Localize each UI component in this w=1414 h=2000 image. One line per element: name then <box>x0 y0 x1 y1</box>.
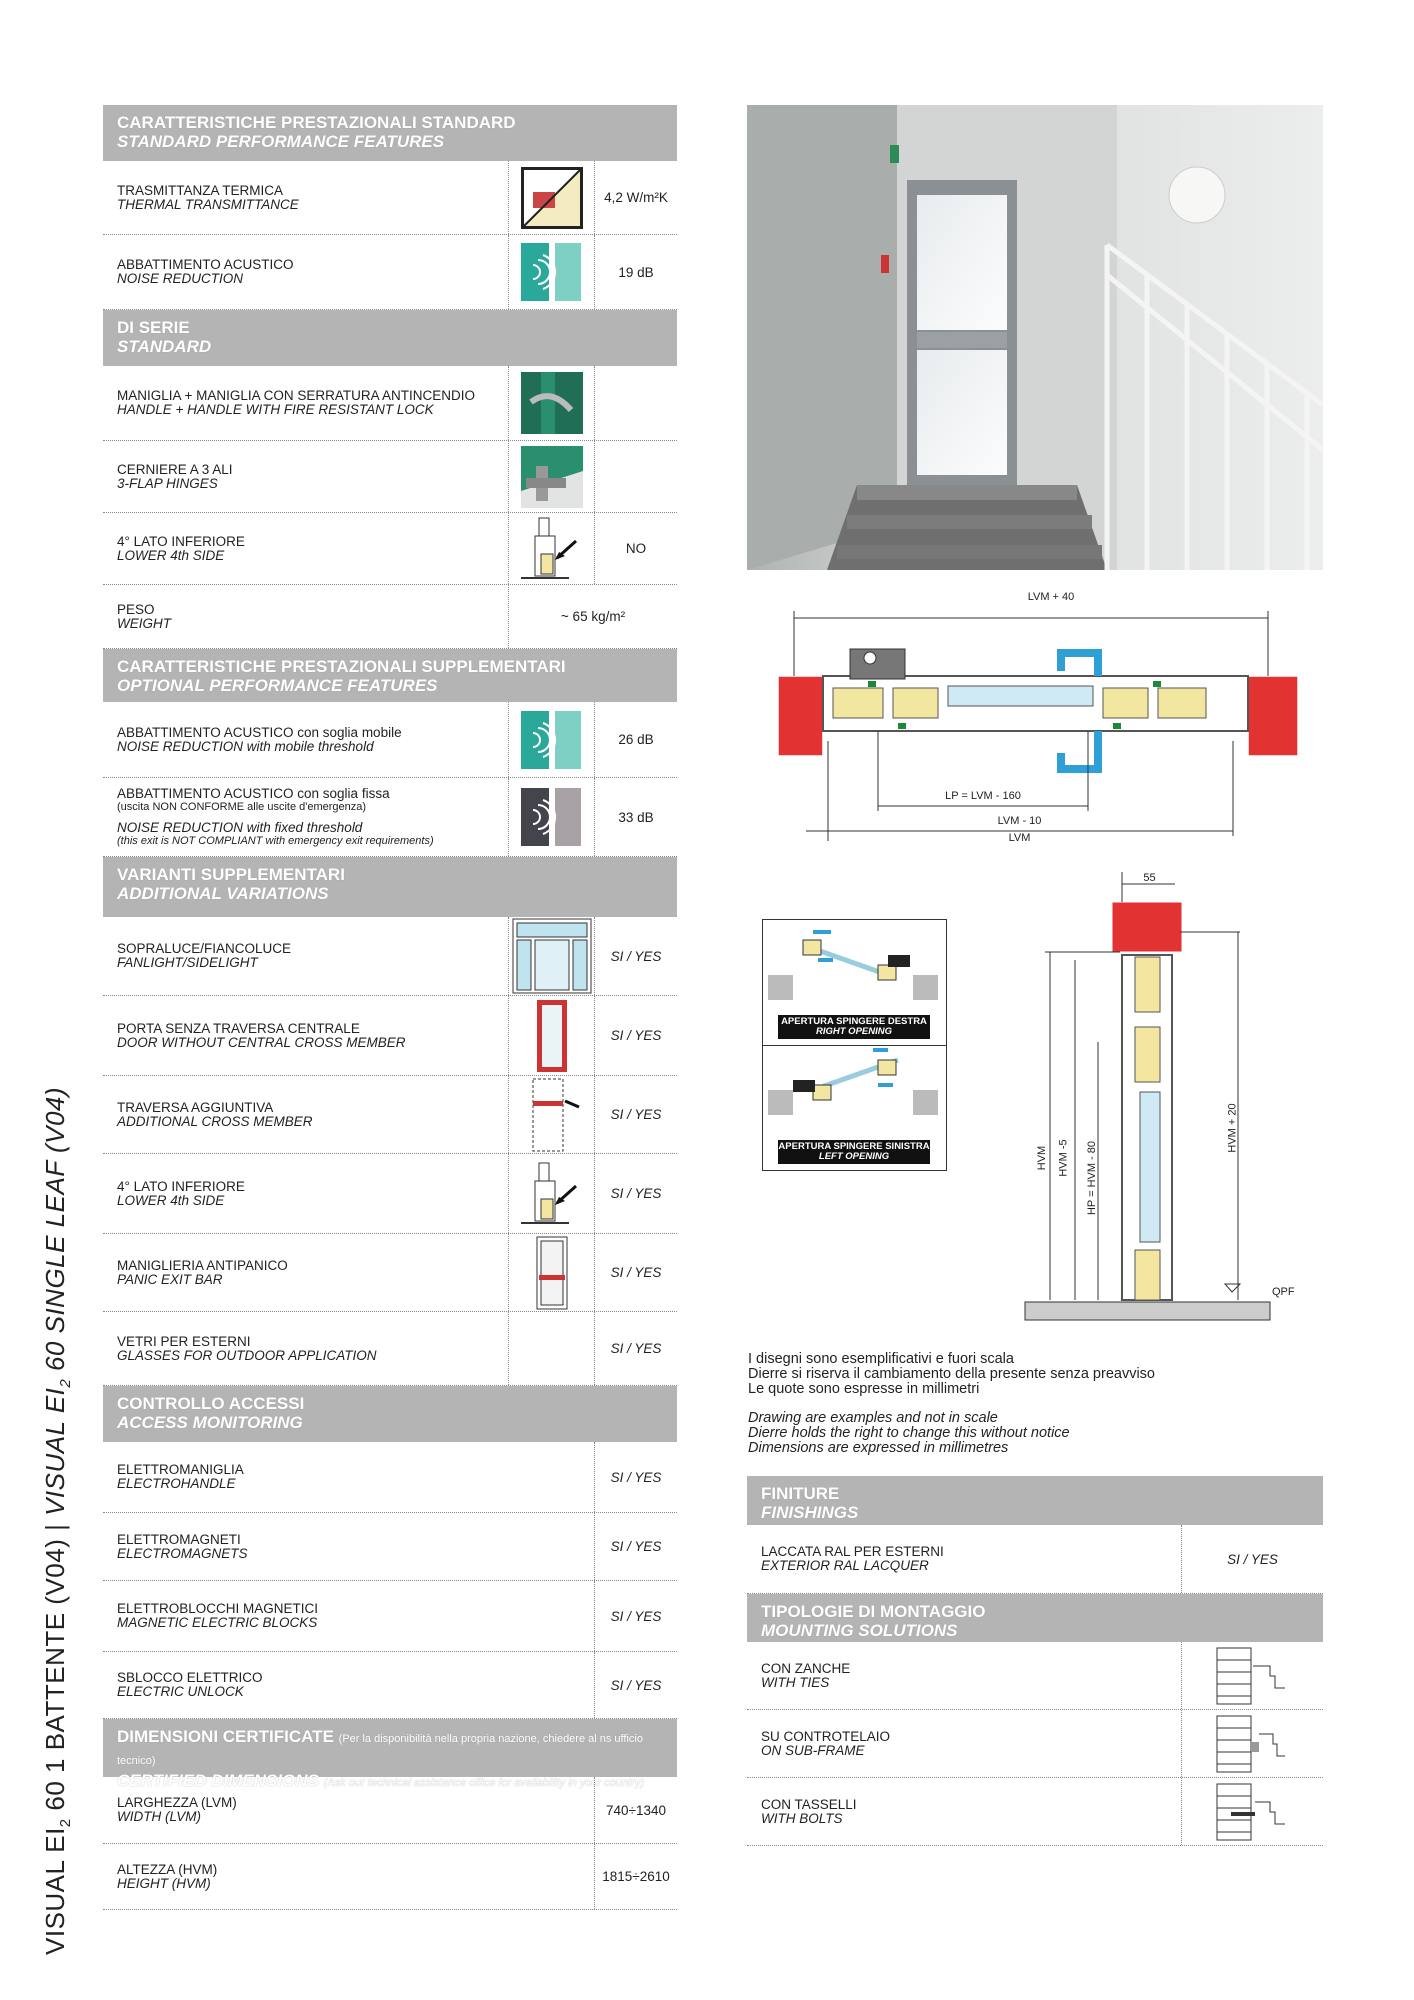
thermal-icon <box>508 161 594 234</box>
spec-row <box>103 1312 677 1386</box>
section-header <box>103 649 677 702</box>
section-title-en: FINISHINGS <box>761 1503 859 1522</box>
row-label: MANIGLIA + MANIGLIA CON SERRATURA ANTINCENDIO HANDLE + HANDLE WITH FIRE RESISTANT LOCK <box>117 388 475 417</box>
section-header <box>103 1719 677 1790</box>
spec-row <box>747 1710 1323 1778</box>
lower-side-icon <box>508 513 594 584</box>
row-label: MANIGLIERIA ANTIPANICO PANIC EXIT BAR <box>117 1257 288 1287</box>
row-label: ELETTROBLOCCHI MAGNETICI MAGNETIC ELECTRIC BLOCKS <box>117 1601 319 1630</box>
section-title-en: ADDITIONAL VARIATIONS <box>117 884 329 903</box>
noise-reduction-gray-icon <box>508 778 594 856</box>
section-title-en: MOUNTING SOLUTIONS <box>761 1621 958 1640</box>
spec-row <box>103 1442 677 1513</box>
spec-row <box>103 778 677 857</box>
row-value: SI / YES <box>594 1312 677 1385</box>
dim-lvm-plus-40: LVM + 40 <box>1027 591 1075 603</box>
finishing-mounting-table <box>747 1476 1323 1846</box>
dim-lvm: LVM <box>1008 832 1031 844</box>
section-title-it: CARATTERISTICHE PRESTAZIONALI SUPPLEMENTARI <box>117 657 566 676</box>
row-value: 26 dB <box>594 702 677 777</box>
spec-row <box>103 1777 677 1844</box>
row-label: ELETTROMANIGLIA ELECTROHANDLE <box>117 1462 244 1491</box>
row-label: TRASMITTANZA TERMICA THERMAL TRANSMITTANCE <box>117 182 299 212</box>
section-title-it: DI SERIE <box>117 318 190 337</box>
spec-row <box>103 1513 677 1581</box>
section-header <box>103 1386 677 1442</box>
row-label: ELETTROMAGNETI ELECTROMAGNETS <box>117 1531 248 1561</box>
row-value: 33 dB <box>594 778 677 856</box>
row-label: PESO WEIGHT <box>117 601 171 631</box>
spec-row <box>747 1642 1323 1710</box>
opening-direction-box <box>762 919 947 1171</box>
row-label: ALTEZZA (HVM) HEIGHT (HVM) <box>117 1861 218 1891</box>
section-title-en: OPTIONAL PERFORMANCE FEATURES <box>117 676 438 695</box>
dim-hvm: HVM <box>1036 1145 1049 1171</box>
section-header <box>747 1594 1323 1642</box>
vertical-product-title: VISUAL $EI_2$ 60 1 BATTENTE (V04) | VISUAL $EI_2$ 60 SINGLE LEAF (V04) <box>40 1086 75 1955</box>
row-value <box>594 366 677 440</box>
spec-row <box>103 585 677 649</box>
section-title-en: STANDARD <box>117 337 212 356</box>
row-label: LARGHEZZA (LVM) WIDTH (LVM) <box>117 1795 237 1824</box>
section-title-en: ACCESS MONITORING <box>117 1413 303 1432</box>
row-label: LACCATA RAL PER ESTERNI EXTERIOR RAL LACQUER <box>761 1544 944 1573</box>
wall-bolts-icon <box>1181 1778 1323 1845</box>
spec-row <box>103 441 677 513</box>
spec-row <box>103 702 677 778</box>
spec-row <box>103 161 677 235</box>
note-en: Drawing are examples and not in scale Dierre holds the right to change this without notice Dimensions are expressed in millimetres <box>748 1410 1070 1456</box>
spec-row <box>103 996 677 1076</box>
dim-qpf: QPF <box>1272 1286 1295 1298</box>
spec-row <box>747 1525 1323 1594</box>
row-value: SI / YES <box>594 1581 677 1651</box>
spec-row <box>103 1581 677 1652</box>
row-value: SI / YES <box>594 1442 677 1512</box>
spec-row <box>103 1652 677 1719</box>
wall-ties-icon <box>1181 1642 1323 1709</box>
vertical-section-diagram <box>1000 872 1330 1337</box>
empty-icon-cell <box>508 1312 594 1385</box>
dim-lvm-minus-10: LVM - 10 <box>997 815 1042 827</box>
row-label: TRAVERSA AGGIUNTIVA ADDITIONAL CROSS MEMBER <box>117 1099 313 1129</box>
sub-frame-icon <box>1181 1710 1323 1777</box>
row-label: PORTA SENZA TRAVERSA CENTRALE DOOR WITHOUT CENTRAL CROSS MEMBER <box>117 1020 406 1050</box>
row-value: 1815÷2610 <box>594 1844 677 1909</box>
row-value <box>594 441 677 512</box>
row-label: VETRI PER ESTERNI GLASSES FOR OUTDOOR APPLICATION <box>117 1333 377 1363</box>
spec-row <box>103 1234 677 1312</box>
section-title-it: CARATTERISTICHE PRESTAZIONALI STANDARD <box>117 113 516 132</box>
dim-lp: LP = LVM - 160 <box>945 790 1021 802</box>
section-title-it: VARIANTI SUPPLEMENTARI <box>117 865 345 884</box>
row-value: SI / YES <box>594 1154 677 1233</box>
dim-hp: HP = HVM - 80 <box>1086 1140 1099 1216</box>
row-label: ABBATTIMENTO ACUSTICO NOISE REDUCTION <box>117 257 294 286</box>
section-header <box>103 857 677 917</box>
row-value: SI / YES <box>594 1234 677 1311</box>
row-value: SI / YES <box>594 1652 677 1718</box>
row-label: SBLOCCO ELETTRICO ELECTRIC UNLOCK <box>117 1670 263 1699</box>
spec-row <box>103 917 677 996</box>
row-label: SOPRALUCE/FIANCOLUCE FANLIGHT/SIDELIGHT <box>117 941 292 970</box>
row-value: ~ 65 kg/m² <box>508 585 677 648</box>
spec-row <box>747 1778 1323 1846</box>
spec-row <box>103 366 677 441</box>
row-value: NO <box>594 513 677 584</box>
section-header <box>103 310 677 366</box>
section-title-en: STANDARD PERFORMANCE FEATURES <box>117 132 445 151</box>
disclaimer-notes <box>748 1352 1155 1456</box>
row-label: CERNIERE A 3 ALI 3-FLAP HINGES <box>117 461 233 491</box>
panic-bar-icon <box>508 1234 594 1311</box>
section-header <box>103 105 677 161</box>
section-title-it: DIMENSIONI CERTIFICATE (Per la disponibilità nella propria nazione, chiedere al ns ufficio tecnico) <box>117 1727 643 1767</box>
hinge-icon <box>508 441 594 512</box>
handle-icon <box>508 366 594 440</box>
stairwell-photo <box>747 105 1323 570</box>
dim-55: 55 <box>1143 872 1156 884</box>
spec-row <box>103 1154 677 1234</box>
row-label: 4° LATO INFERIORE LOWER 4th SIDE <box>117 1178 245 1208</box>
cross-member-icon <box>508 1076 594 1153</box>
fanlight-icon <box>508 917 594 995</box>
row-value: 4,2 W/m²K <box>594 161 677 234</box>
row-value: SI / YES <box>594 917 677 995</box>
row-label: ABBATTIMENTO ACUSTICO con soglia mobile NOISE REDUCTION with mobile threshold <box>117 724 402 754</box>
dim-hvm-20: HVM + 20 <box>1226 1103 1239 1153</box>
section-header <box>747 1476 1323 1525</box>
row-label: 4° LATO INFERIORE LOWER 4th SIDE <box>117 533 245 563</box>
note-it: I disegni sono esemplificativi e fuori scala Dierre si riserva il cambiamento della presente senza preavviso Le quote sono espresse in millimetri <box>748 1351 1155 1397</box>
row-label: CON ZANCHE WITH TIES <box>761 1660 851 1690</box>
row-value: SI / YES <box>1181 1525 1323 1593</box>
dim-hvm-5: HVM -5 <box>1057 1139 1070 1177</box>
row-label: SU CONTROTELAIO ON SUB-FRAME <box>761 1728 891 1758</box>
section-title-it: FINITURE <box>761 1484 840 1503</box>
right-opening-label: APERTURA SPINGERE DESTRA RIGHT OPENING <box>778 1015 930 1039</box>
noise-reduction-icon <box>508 702 594 777</box>
lower-side-icon <box>508 1154 594 1233</box>
left-opening-label: APERTURA SPINGERE SINISTRA LEFT OPENING <box>778 1141 930 1162</box>
spec-table <box>103 105 677 1910</box>
section-title-it: TIPOLOGIE DI MONTAGGIO <box>761 1602 986 1621</box>
section-title-it: CONTROLLO ACCESSI <box>117 1394 305 1413</box>
row-value: SI / YES <box>594 996 677 1075</box>
noise-reduction-icon <box>508 235 594 309</box>
door-no-cross-icon <box>508 996 594 1075</box>
spec-row <box>103 1844 677 1910</box>
spec-row <box>103 513 677 585</box>
horizontal-section-diagram <box>778 591 1324 844</box>
row-value: 740÷1340 <box>594 1777 677 1843</box>
spec-row <box>103 1076 677 1154</box>
section-title-en: CERTIFIED DIMENSIONS (Ask our technical assistance office for availability in your country) <box>117 1771 644 1790</box>
row-value: SI / YES <box>594 1513 677 1580</box>
row-label: ABBATTIMENTO ACUSTICO con soglia fissa (uscita NON CONFORME alle uscite d'emergenza) NOISE REDUCTION with fixed threshold (this exit is NOT COMPLIANT with emergency exit requirements) <box>117 786 434 847</box>
row-value: 19 dB <box>594 235 677 309</box>
row-value: SI / YES <box>594 1076 677 1153</box>
spec-row <box>103 235 677 310</box>
row-label: CON TASSELLI WITH BOLTS <box>761 1796 857 1826</box>
